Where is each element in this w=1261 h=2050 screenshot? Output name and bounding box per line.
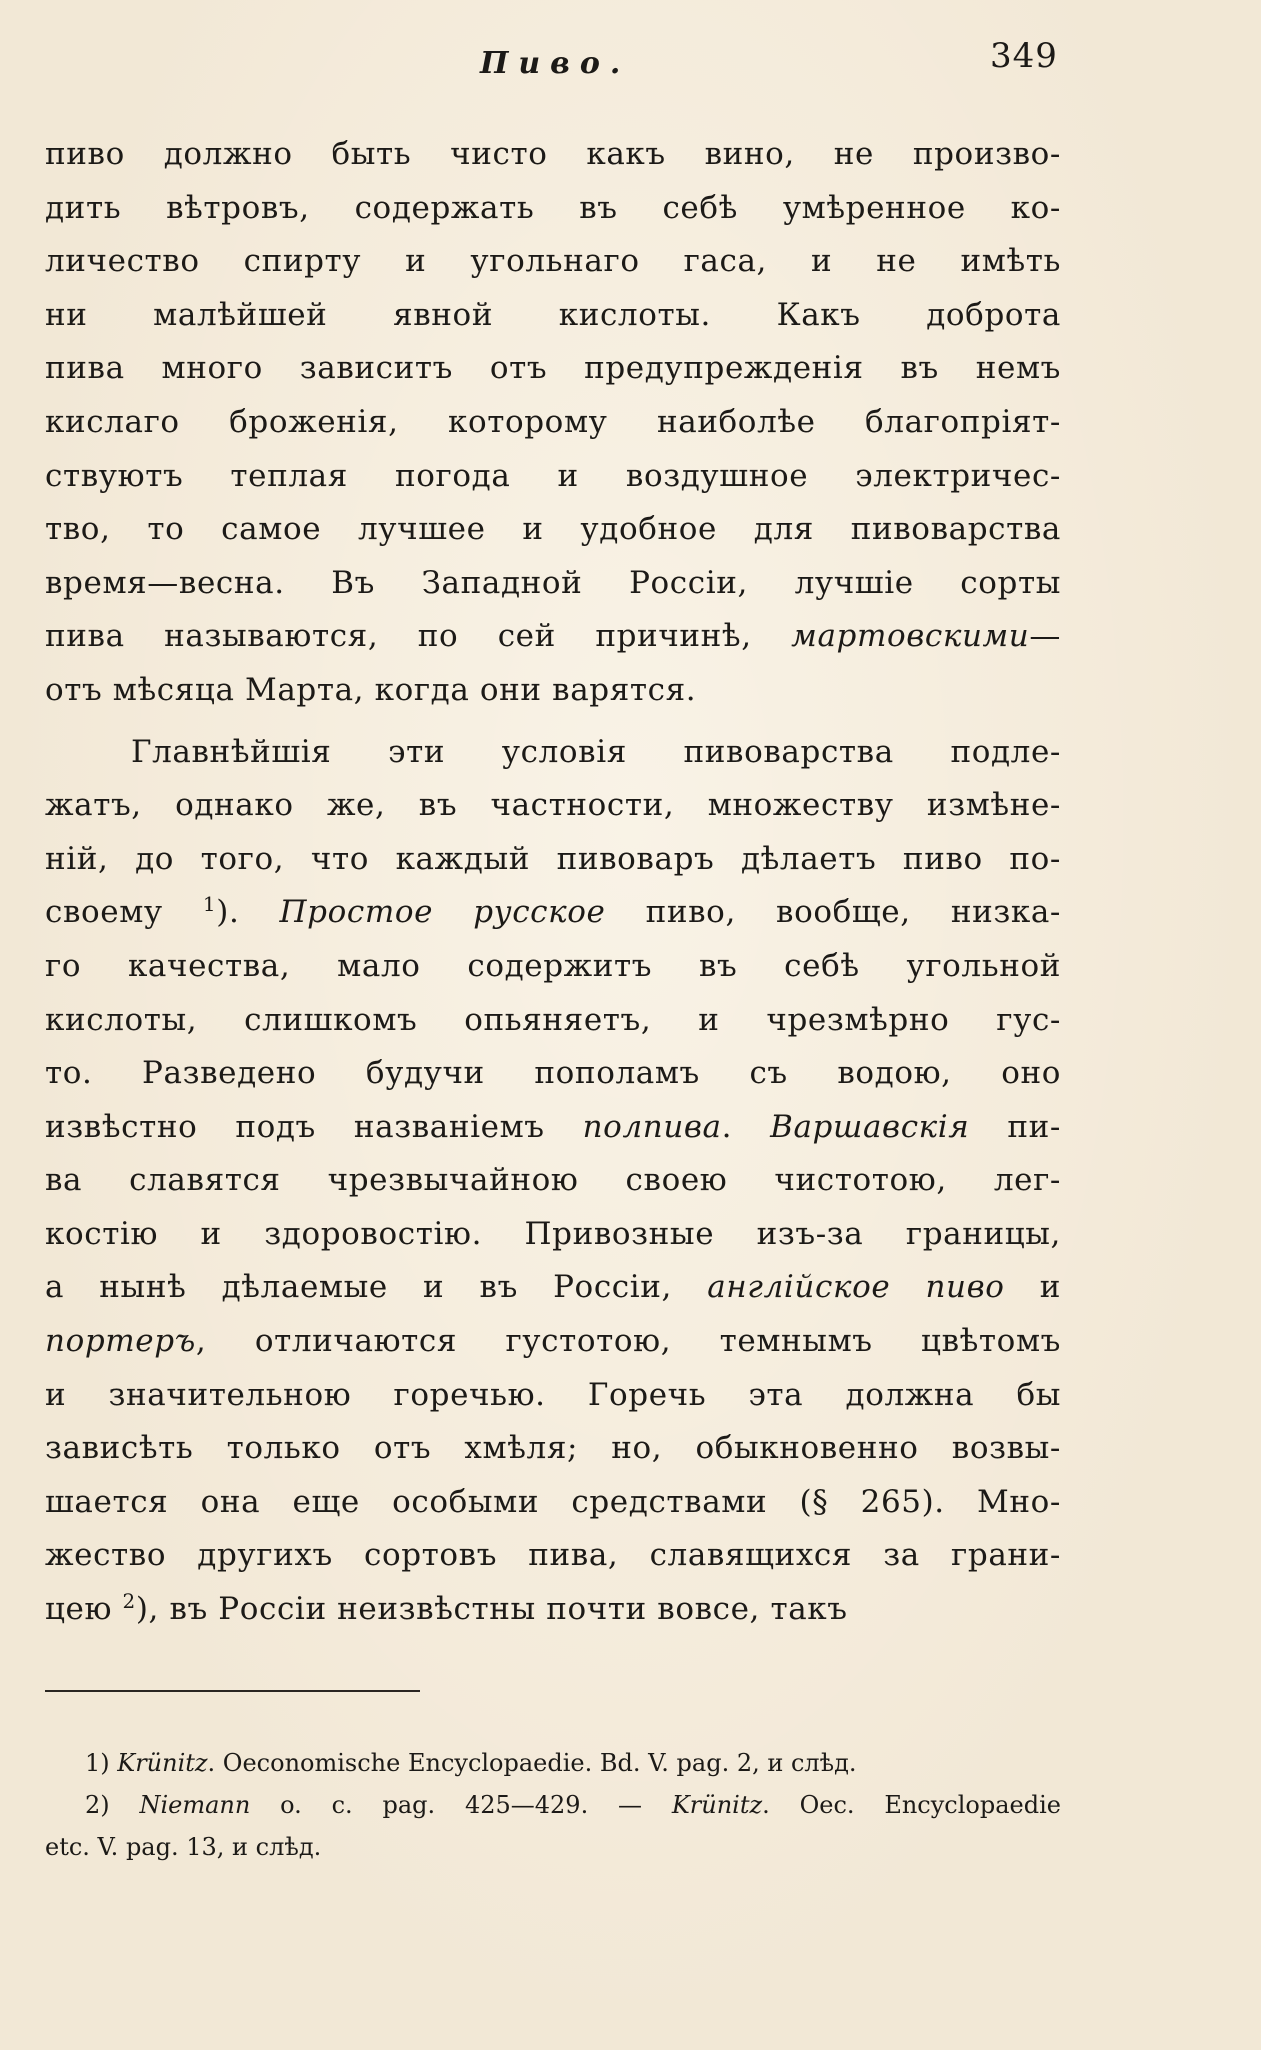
paragraph-line — [45, 664, 1061, 718]
paragraph-line — [45, 1476, 1061, 1530]
paragraph-line — [45, 1101, 1061, 1155]
paragraph-line — [45, 503, 1061, 557]
text-run: пи- — [969, 1108, 1061, 1145]
text-run: , отличаются густотою, темнымъ цвѣтомъ — [195, 1323, 1061, 1360]
text-run: жатъ, однако же, въ частности, множеству измѣне- — [45, 787, 1061, 824]
emphasized-text: Варшавскія — [770, 1108, 970, 1145]
paragraph-line — [45, 557, 1061, 611]
paragraph-line — [45, 1583, 1061, 1637]
paragraph-line — [45, 833, 1061, 887]
text-run: извѣстно подъ названіемъ — [45, 1108, 583, 1145]
paragraph-line — [45, 1154, 1061, 1208]
paragraph-line — [45, 1315, 1061, 1369]
paragraph-line — [45, 886, 1061, 940]
paragraph-line — [45, 1529, 1061, 1583]
text-run: o. c. pag. 425—429. — — [250, 1791, 672, 1819]
text-run: etc. V. pag. 13, и слѣд. — [45, 1833, 322, 1861]
footnote-line — [45, 1826, 1061, 1868]
text-run: и — [1004, 1269, 1062, 1306]
text-run: личество спирту и угольнаго гаса, и не имѣть — [45, 243, 1061, 280]
text-run: отъ мѣсяца Марта, когда они варятся. — [45, 671, 697, 708]
text-run: ), въ Россіи неизвѣстны почти вовсе, такъ — [135, 1591, 848, 1628]
running-head — [0, 36, 1261, 94]
text-run: пиво должно быть чисто какъ вино, не произво- — [45, 136, 1061, 172]
running-title: Пиво. — [480, 46, 631, 81]
emphasized-text: мартовскими — [791, 618, 1030, 655]
emphasized-text: Niemann — [139, 1791, 251, 1819]
text-run: время—весна. Въ Западной Россіи, лучшіе сорты — [45, 564, 1061, 601]
text-run: кислаго броженія, которому наиболѣе благопріят- — [45, 403, 1061, 440]
page-number: 349 — [990, 36, 1058, 76]
text-run: костію и здоровостію. Привозные изъ-за границы, — [45, 1215, 1061, 1252]
text-run: цею — [45, 1591, 123, 1628]
paragraph-line — [45, 289, 1061, 343]
text-run: тво, то самое лучшее и удобное для пивоварства — [45, 511, 1061, 548]
text-run: зависѣть только отъ хмѣля; но, обыкновенно возвы- — [45, 1430, 1061, 1467]
emphasized-text: портеръ — [45, 1323, 196, 1360]
text-run: кислоты, слишкомъ опьяняетъ, и чрезмѣрно гус- — [45, 1001, 1061, 1038]
text-run: ва славятся чрезвычайною своею чистотою, лег- — [45, 1162, 1061, 1199]
text-run: . Oec. Encyclopaedie — [762, 1791, 1061, 1819]
footnote-divider — [45, 1690, 420, 1692]
text-run: и значительною горечью. Горечь эта должна бы — [45, 1376, 1061, 1413]
text-run: своему — [45, 894, 203, 931]
paragraph-line — [45, 1422, 1061, 1476]
paragraph-line — [45, 1047, 1061, 1101]
emphasized-text: Простое русское — [279, 894, 606, 931]
paragraph-line — [45, 396, 1061, 450]
footnote-marker: 1 — [202, 892, 217, 917]
text-run: то. Разведено будучи пополамъ съ водою, оно — [45, 1055, 1061, 1092]
text-run: пива называются, по сей причинѣ, — [45, 618, 792, 655]
footnote-marker: 2 — [122, 1589, 136, 1614]
body-text — [45, 128, 1061, 1637]
text-run: . — [721, 1108, 771, 1145]
text-run: ни малѣйшей явной кислоты. Какъ доброта — [45, 296, 1061, 333]
text-run: го качества, мало содержитъ въ себѣ угольной — [45, 947, 1061, 984]
text-run: 1) — [85, 1749, 118, 1777]
paragraph-line — [45, 1369, 1061, 1423]
footnote-line — [45, 1784, 1061, 1826]
text-run: . Oeconomische Encyclopaedie. Bd. V. pag. 2, и слѣд. — [207, 1749, 857, 1777]
emphasized-text: Krünitz — [117, 1749, 208, 1777]
paragraph-line — [45, 726, 1061, 780]
emphasized-text: англійское пиво — [707, 1269, 1005, 1306]
paragraph-line — [45, 450, 1061, 504]
paragraph-line — [45, 940, 1061, 994]
text-run: дить вѣтровъ, содержать въ себѣ умѣренное ко- — [45, 189, 1061, 226]
text-run: 2) — [85, 1791, 140, 1819]
paragraph-line — [45, 779, 1061, 833]
paragraph-line — [45, 182, 1061, 236]
paragraph-line — [45, 994, 1061, 1048]
text-run: пива много зависитъ отъ предупрежденія въ немъ — [45, 350, 1061, 387]
text-run: шается она еще особыми средствами (§ 265). Мно- — [45, 1483, 1061, 1520]
paragraph-line — [45, 1208, 1061, 1262]
paragraph-line — [45, 342, 1061, 396]
paragraph-line — [45, 1261, 1061, 1315]
paragraph-line — [45, 235, 1061, 289]
footnotes — [45, 1742, 1061, 1868]
text-run: жество другихъ сортовъ пива, славящихся за грани- — [45, 1537, 1061, 1574]
text-run: Главнѣйшія эти условія пивоварства подле- — [131, 733, 1061, 770]
text-run: — — [1029, 618, 1061, 655]
emphasized-text: полпива — [582, 1108, 722, 1145]
text-run: ). — [216, 894, 280, 931]
paragraph-line — [45, 610, 1061, 664]
text-run: ній, до того, что каждый пивоваръ дѣлаетъ пиво по- — [45, 840, 1061, 877]
text-run: пиво, вообще, низка- — [605, 894, 1062, 931]
footnote-line — [45, 1742, 1061, 1784]
emphasized-text: Krünitz — [671, 1791, 763, 1819]
paragraph-line — [45, 128, 1061, 182]
text-run: ствуютъ теплая погода и воздушное электричес- — [45, 457, 1061, 494]
text-run: а нынѣ дѣлаемые и въ Россіи, — [45, 1269, 708, 1306]
